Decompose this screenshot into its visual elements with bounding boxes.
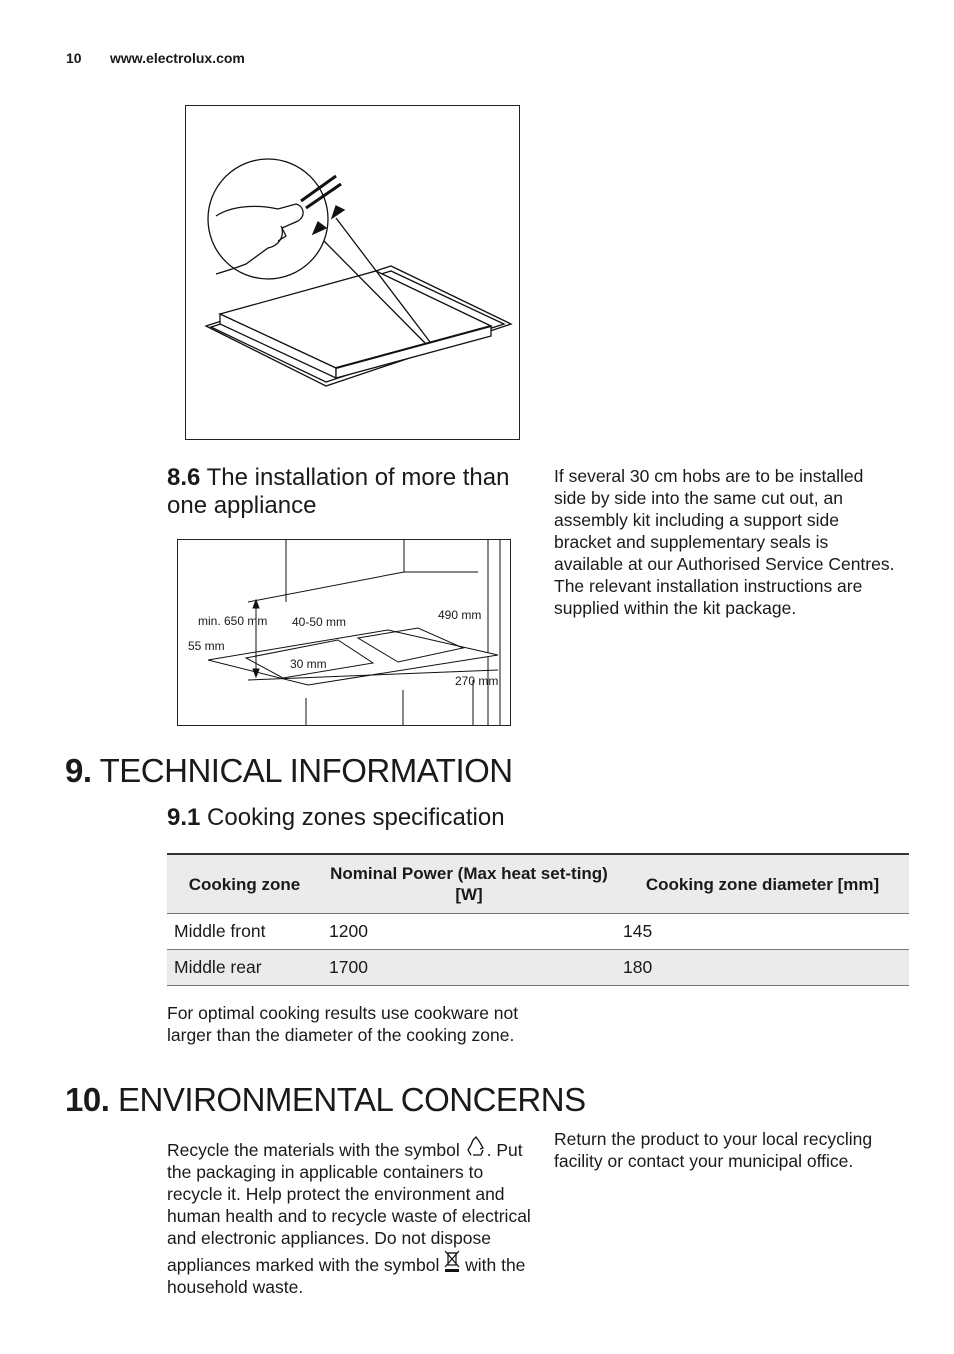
table-cell: 145	[616, 914, 909, 950]
chapter-title: TECHNICAL INFORMATION	[99, 752, 513, 789]
website-url: www.electrolux.com	[110, 50, 245, 66]
section-title: Cooking zones specification	[207, 804, 505, 831]
section-8-6-paragraph: If several 30 cm hobs are to be installed side by side into the same cut out, an assembly kit including a support side bracket and supplementary seals is available at our Authorised Service Centres. The relevant installation instructions are supplied within the kit package.	[554, 466, 895, 618]
dimensions-drawing	[178, 540, 510, 725]
table-cell: 1700	[322, 950, 616, 986]
table-row	[167, 914, 909, 950]
recycle-icon	[465, 1136, 487, 1158]
recycling-paragraph	[167, 1136, 532, 1298]
table-header-row	[167, 854, 909, 914]
installation-dimensions-diagram	[177, 539, 511, 726]
seal-installation-drawing	[186, 106, 519, 439]
label-bottom: 270 mm	[455, 674, 499, 688]
section-number: 8.6	[167, 464, 201, 491]
section-number: 9.1	[167, 804, 201, 831]
chapter-title: ENVIRONMENTAL CONCERNS	[118, 1081, 586, 1118]
label-width: 490 mm	[438, 608, 482, 622]
table-cell: Middle rear	[167, 950, 322, 986]
table-cell: Middle front	[167, 914, 322, 950]
section-9-1-heading	[167, 804, 505, 832]
cookware-note: For optimal cooking results use cookware not larger than the diameter of the cooking zone.	[167, 1003, 519, 1045]
recycling-text-a: Recycle the materials with the symbol	[167, 1140, 460, 1160]
table-row	[167, 950, 909, 986]
label-depth: 30 mm	[290, 657, 327, 671]
crossed-bin-icon	[444, 1249, 460, 1273]
chapter-9-heading	[65, 752, 513, 790]
return-product-paragraph: Return the product to your local recycling facility or contact your municipal office.	[554, 1129, 873, 1171]
page-header	[66, 50, 245, 66]
recycling-text-c: with the household waste.	[167, 1255, 526, 1297]
chapter-10-heading	[65, 1081, 586, 1119]
table-cell: 1200	[322, 914, 616, 950]
table-cell: 180	[616, 950, 909, 986]
column-header: Cooking zone	[188, 874, 301, 894]
label-min-height: min. 650 mm	[198, 614, 268, 628]
page-number: 10	[66, 50, 82, 66]
column-header: Cooking zone diameter [mm]	[645, 874, 880, 894]
recycling-text-b: . Put the packaging in applicable containers to recycle it. Help protect the environment and human health and to recycle waste of electrical and electronic appliances. Do not dispose appliances marked with the symbol	[167, 1140, 531, 1275]
chapter-number: 10.	[65, 1081, 110, 1118]
chapter-number: 9.	[65, 752, 92, 789]
label-gap: 40-50 mm	[292, 615, 347, 629]
section-8-6-heading	[167, 464, 527, 520]
section-title: The installation of more than one appliance	[167, 464, 510, 519]
column-header: Nominal Power (Max heat set-ting) [W]	[330, 864, 608, 904]
cooking-zones-table	[167, 853, 909, 986]
label-side: 55 mm	[188, 639, 225, 653]
seal-installation-illustration	[185, 105, 520, 440]
